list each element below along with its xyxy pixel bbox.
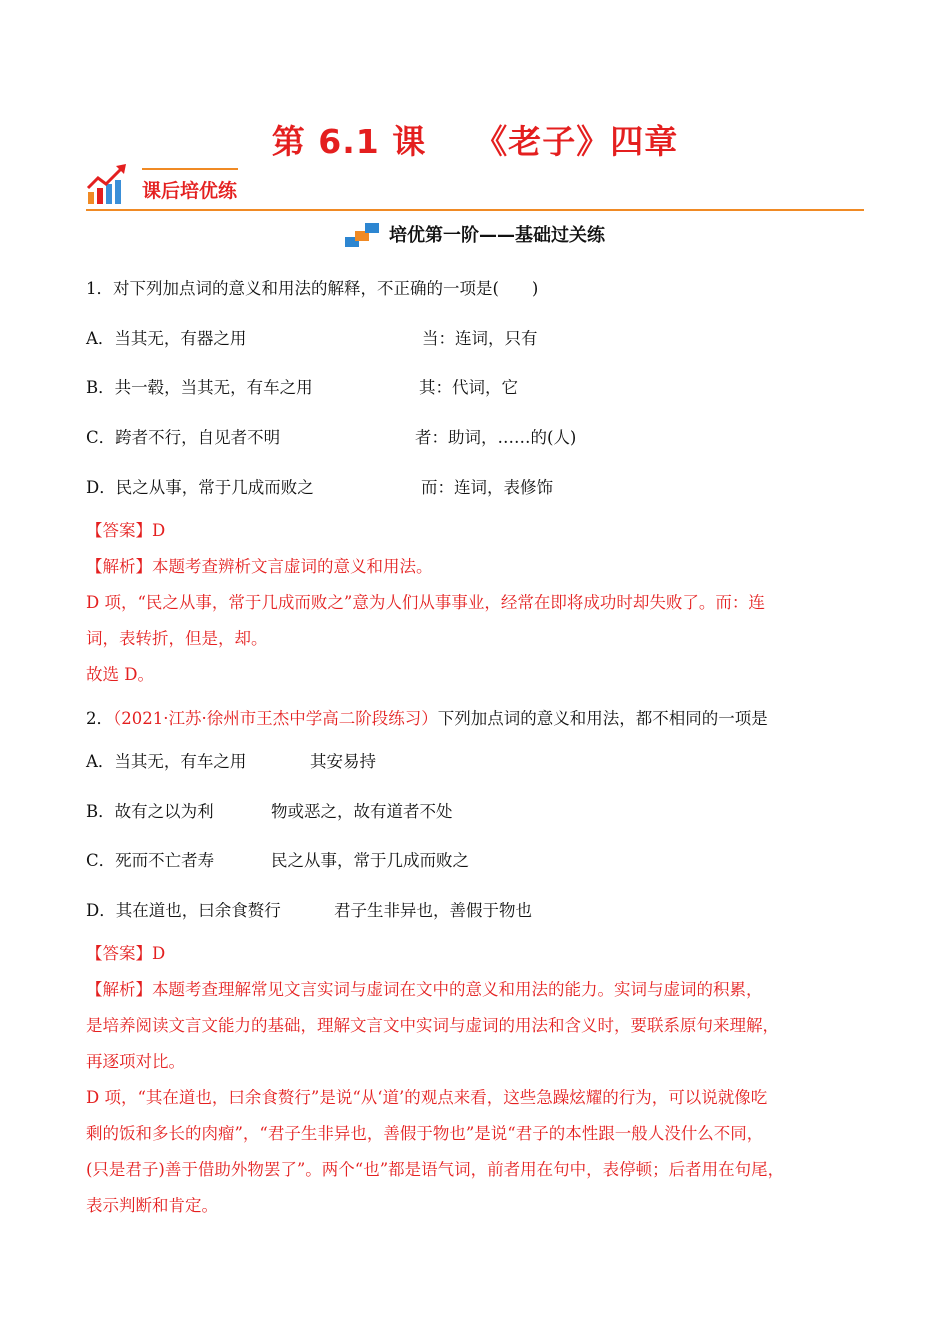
option-text: B．故有之以为利 (86, 802, 214, 821)
analysis-line: 表示判断和肯定。 (86, 1196, 218, 1215)
question-1-stem: 1．对下列加点词的意义和用法的解释，不正确的一项是( ) (86, 279, 539, 298)
q1-option-d (86, 475, 553, 501)
option-text: A．当其无，有车之用 (86, 752, 247, 771)
analysis-line: 【解析】本题考查辨析文言虚词的意义和用法。 (86, 557, 433, 576)
lesson-name: 《老子》四章 (474, 122, 679, 161)
option-compare: 物或恶之，故有道者不处 (271, 802, 453, 821)
analysis-line: 是培养阅读文言文能力的基础，理解文言文中实词与虚词的用法和含义时，要联系原句来理解， (86, 1016, 779, 1035)
analysis-line: 再逐项对比。 (86, 1052, 185, 1071)
q2-option-a (86, 749, 376, 775)
analysis-line: (只是君子)善于借助外物罢了”。两个“也”都是语气词，前者用在句中，表停顿；后者用在句尾， (86, 1160, 785, 1179)
lesson-number: 第 6.1 课 (271, 122, 427, 161)
q1-option-a (86, 326, 538, 352)
analysis-line: 词，表转折，但是，却。 (86, 629, 268, 648)
header-rule (86, 209, 864, 211)
analysis-line: 剩的饭和多长的肉瘤”，“君子生非异也，善假于物也”是说“君子的本性跟一般人没什么不同， (86, 1124, 764, 1143)
stage-heading (0, 219, 950, 259)
q2-option-c (86, 848, 469, 874)
analysis-line: 故选 D。 (86, 665, 154, 684)
q2-option-b (86, 799, 453, 825)
option-explanation: 者：助词，……的(人) (415, 428, 577, 447)
q1-answer-block (86, 513, 866, 693)
option-text: A．当其无，有器之用 (86, 329, 247, 348)
section-header (86, 160, 864, 212)
question-number: 2． (86, 709, 113, 728)
analysis-line: D 项，“其在道也，曰余食赘行”是说“从‘道’的观点来看，这些急躁炫耀的行为，可以说就像吃 (86, 1088, 768, 1107)
option-text: D．其在道也，曰余食赘行 (86, 901, 281, 920)
decorative-line (142, 168, 238, 170)
analysis-line: D 项，“民之从事，常于几成而败之”意为人们从事事业，经常在即将成功时却失败了。而：连 (86, 593, 765, 612)
option-compare: 其安易持 (310, 752, 376, 771)
growth-chart-icon (86, 162, 130, 206)
question-text: 下列加点词的意义和用法，都不相同的一项是 (437, 709, 768, 728)
option-compare: 民之从事，常于几成而败之 (271, 851, 469, 870)
q2-option-d (86, 898, 532, 924)
q2-answer-block (86, 936, 866, 1224)
question-2-stem (86, 706, 876, 732)
option-text: C．死而不亡者寿 (86, 851, 215, 870)
option-explanation: 其：代词，它 (419, 378, 518, 397)
q1-option-b (86, 375, 518, 401)
option-explanation: 而：连词，表修饰 (421, 478, 553, 497)
answer: 【答案】D (86, 944, 166, 963)
analysis-line: 【解析】本题考查理解常见文言实词与虚词在文中的意义和用法的能力。实词与虚词的积累， (86, 980, 763, 999)
section-label: 课后培优练 (142, 180, 238, 202)
option-text: B．共一毂，当其无，有车之用 (86, 378, 313, 397)
option-compare: 君子生非异也，善假于物也 (334, 901, 532, 920)
page-title (0, 116, 950, 163)
option-text: D．民之从事，常于几成而败之 (86, 478, 314, 497)
answer: 【答案】D (86, 521, 166, 540)
q1-option-c (86, 425, 577, 451)
option-explanation: 当：连词，只有 (422, 329, 538, 348)
question-source: （2021·江苏·徐州市王杰中学高二阶段练习） (113, 709, 438, 728)
stage-label: 培优第一阶——基础过关练 (389, 225, 605, 246)
option-text: C．跨者不行，自见者不明 (86, 428, 281, 447)
stairs-icon (345, 219, 381, 249)
